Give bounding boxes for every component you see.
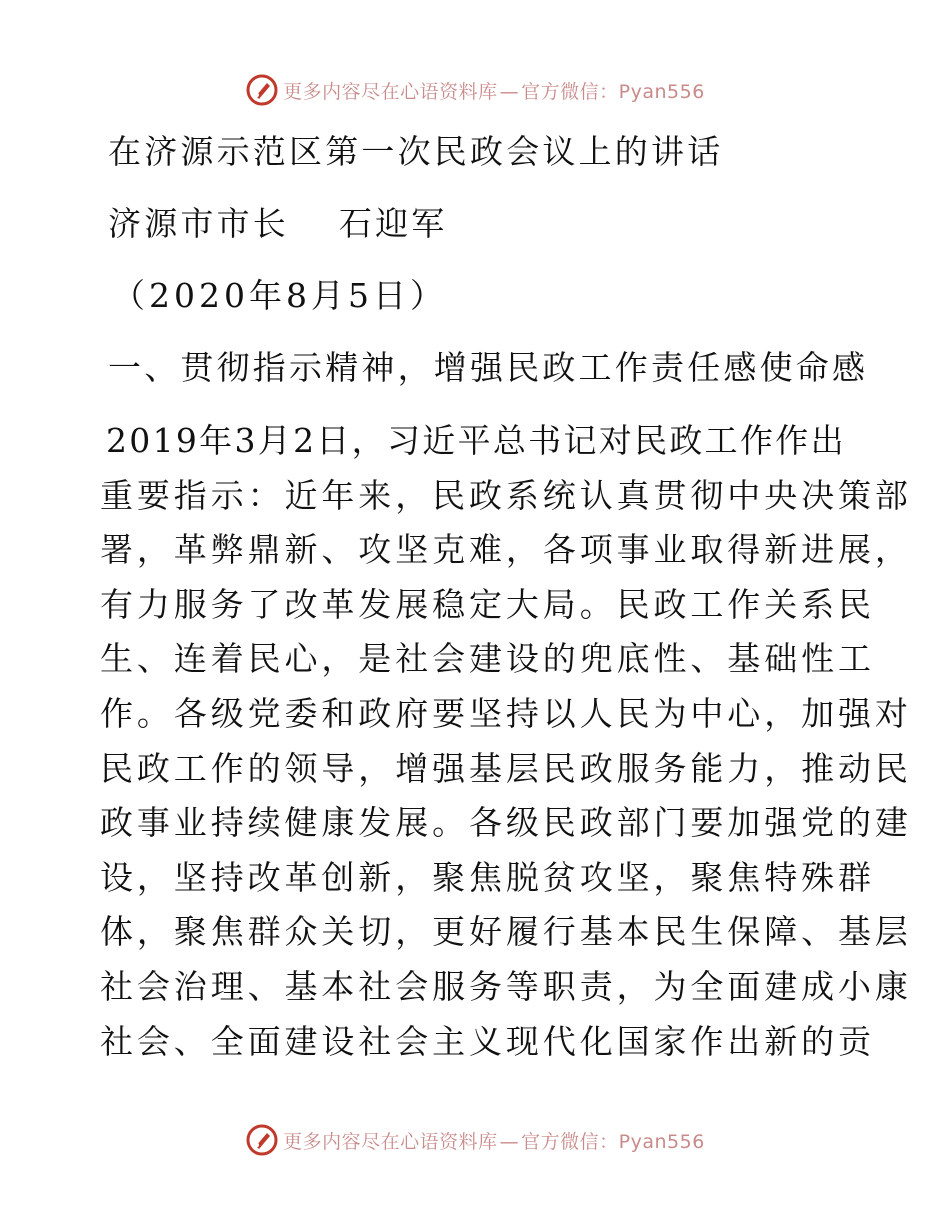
paragraph-line: 作。各级党委和政府要坚持以人民为中心，加强对	[100, 693, 912, 733]
header-banner	[0, 70, 950, 110]
body-paragraph	[100, 414, 912, 1069]
footer-banner-text: 更多内容尽在心语资料库 — 官方微信：Pyan556	[283, 1130, 705, 1153]
paragraph-line: 设，坚持改革创新，聚焦脱贫攻坚，聚焦特殊群	[100, 857, 875, 897]
section-heading: 一、贯彻指示精神，增强民政工作责任感使命感	[108, 348, 869, 387]
paragraph-line: 民政工作的领导，增强基层民政服务能力，推动民	[100, 748, 912, 788]
paragraph-line: 社会、全面建设社会主义现代化国家作出新的贡	[100, 1021, 875, 1061]
paragraph-line: 政事业持续健康发展。各级民政部门要加强党的建	[100, 803, 912, 843]
paragraph-line: 2019年3月2日，习近平总书记对民政工作作出	[106, 421, 846, 460]
paragraph-line: 生、连着民心，是社会建设的兜底性、基础性工	[100, 639, 875, 679]
document-author: 济源市市长 石迎军	[108, 204, 448, 243]
pen-nib-logo-icon	[245, 73, 279, 107]
document-title: 在济源示范区第一次民政会议上的讲话	[108, 132, 724, 171]
paragraph-line: 有力服务了改革发展稳定大局。民政工作关系民	[100, 584, 875, 624]
pen-nib-logo-icon	[245, 1123, 279, 1157]
paragraph-line: 社会治理、基本社会服务等职责，为全面建成小康	[100, 966, 912, 1006]
paragraph-line: 重要指示：近年来，民政系统认真贯彻中央决策部	[100, 475, 912, 515]
document-date: （2020年8月5日）	[112, 276, 447, 315]
footer-banner	[0, 1120, 950, 1160]
header-banner-text: 更多内容尽在心语资料库 — 官方微信：Pyan556	[283, 80, 705, 103]
paragraph-line: 署，革弊鼎新、攻坚克难，各项事业取得新进展，	[100, 530, 912, 570]
paragraph-line: 体，聚焦群众关切，更好履行基本民生保障、基层	[100, 912, 912, 952]
